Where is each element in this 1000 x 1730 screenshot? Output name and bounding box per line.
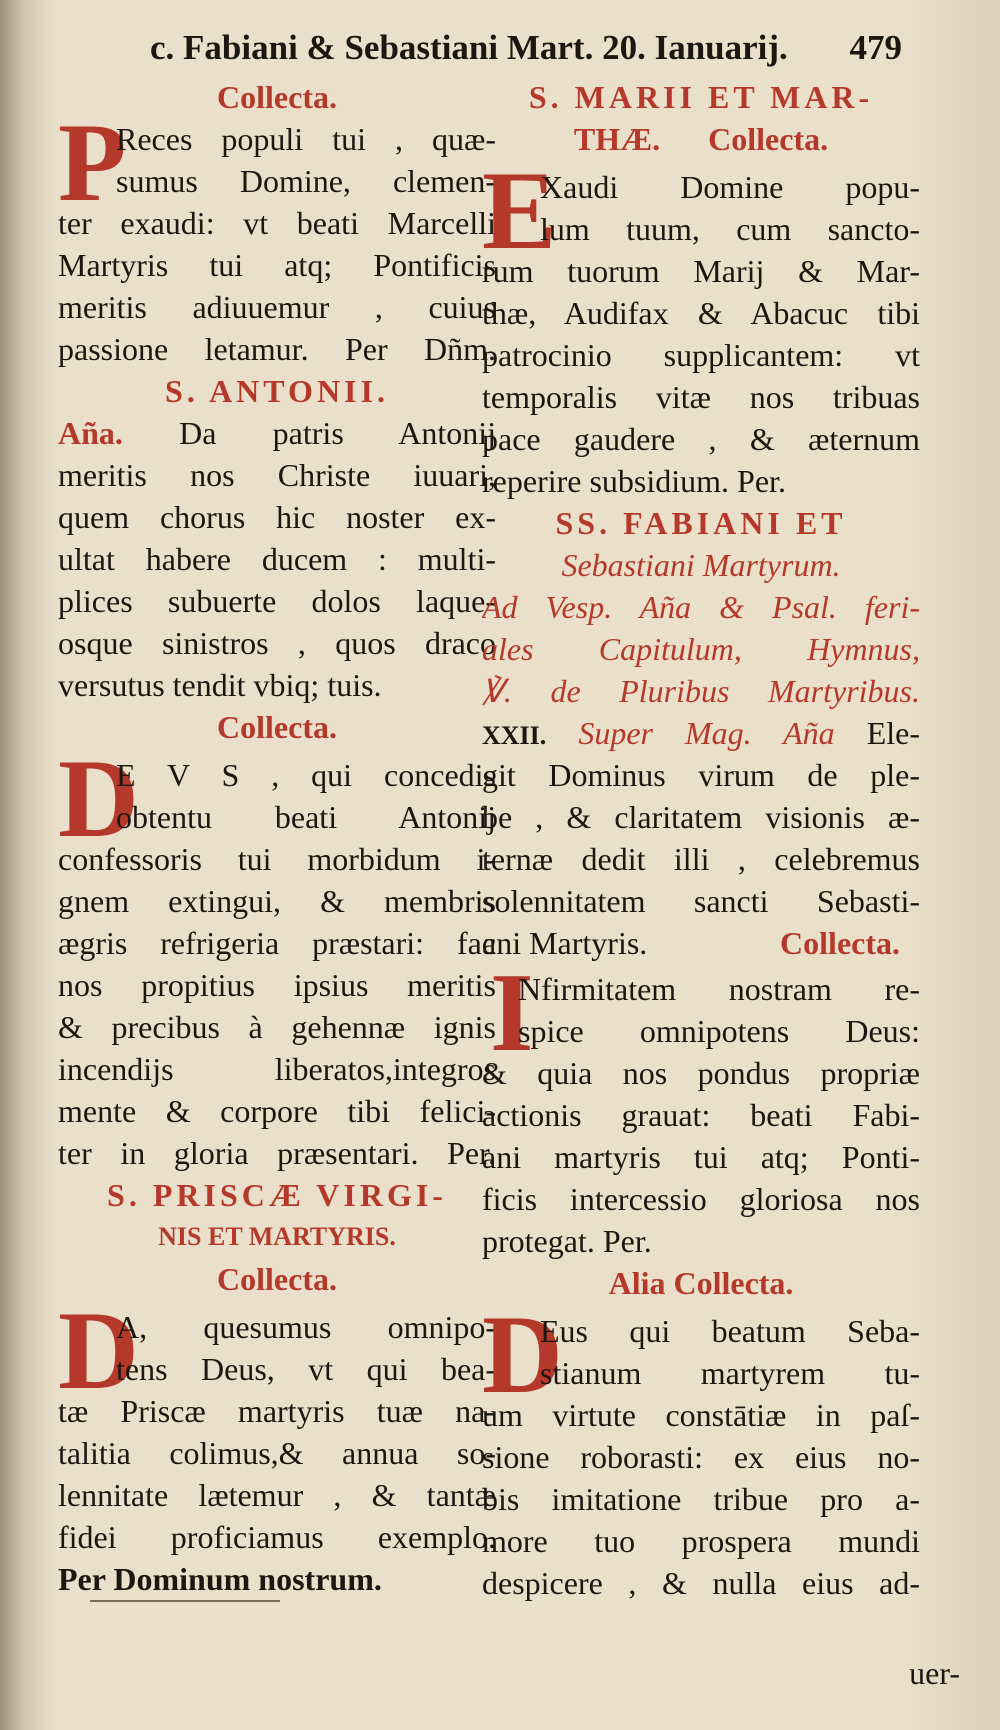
running-header bbox=[150, 28, 950, 82]
text-line: stianum martyrem tu- bbox=[540, 1355, 920, 1391]
text-line: osque sinistros , quos draco bbox=[58, 625, 496, 661]
text-line: versutus tendit vbiq; tuis. bbox=[58, 667, 382, 703]
prayer-antonius bbox=[58, 737, 496, 1174]
text-line: sumus Domine, clemen- bbox=[116, 163, 496, 199]
text-line: pace gaudere , & æternum bbox=[482, 421, 920, 457]
text-line: E V S , qui concedis bbox=[116, 757, 496, 793]
rubric-line: ales Capitulum, Hymnus, bbox=[482, 631, 920, 667]
prayer-marius bbox=[482, 149, 920, 502]
left-column bbox=[58, 76, 496, 1600]
text-line: tens Deus, vt qui bea- bbox=[116, 1351, 496, 1387]
text-line: reperire subsidium. Per. bbox=[482, 463, 786, 499]
antiphon-text: ani Martyris. bbox=[482, 925, 648, 961]
text-line: Eus qui beatum Seba- bbox=[540, 1313, 920, 1349]
saint-title-antonius: S. ANTONII. bbox=[165, 373, 389, 409]
text-line: plices subuerte dolos laque- bbox=[58, 583, 496, 619]
text-line: incendijs liberatos,integros bbox=[58, 1051, 496, 1087]
text-line: ter exaudi: vt beati Marcelli bbox=[58, 205, 496, 241]
text-line: ani martyris tui atq; Ponti- bbox=[482, 1139, 920, 1175]
text-line: Per Dominum nostrum. bbox=[58, 1561, 382, 1597]
saint-title-fabianus: SS. FABIANI ET bbox=[555, 505, 847, 541]
text-line: bis imitatione tribue pro a- bbox=[482, 1481, 920, 1517]
text-line: thæ, Audifax & Abacuc tibi bbox=[482, 295, 920, 331]
text-line: more tuo prospera mundi bbox=[482, 1523, 920, 1559]
text-line: actionis grauat: beati Fabi- bbox=[482, 1097, 920, 1133]
drop-initial: D bbox=[58, 737, 139, 861]
prayer-marcellus bbox=[58, 101, 496, 370]
text-line: lennitate lætemur , & tantæ bbox=[58, 1477, 496, 1513]
text-line: git Dominus virum de ple- bbox=[482, 757, 920, 793]
text-line: A, quesumus omnipo- bbox=[116, 1309, 496, 1345]
drop-initial: P bbox=[58, 101, 127, 225]
text-line: passione letamur. Per Dñm. bbox=[58, 331, 496, 367]
text-line: & quia nos pondus propriæ bbox=[482, 1055, 920, 1091]
text-line: um virtute constātiæ in paſ- bbox=[482, 1397, 920, 1433]
saint-title-prisca: S. PRISCÆ VIRGI- bbox=[107, 1177, 447, 1213]
text-line: Nfirmitatem nostram re- bbox=[518, 971, 920, 1007]
right-column bbox=[482, 76, 920, 1604]
antiphon-label: Super Mag. Aña bbox=[578, 715, 835, 751]
text-line: & precibus à gehennæ ignis bbox=[58, 1009, 496, 1045]
saint-title-part: THÆ. bbox=[573, 121, 661, 157]
text-line: Martyris tui atq; Pontificis bbox=[58, 247, 496, 283]
prayer-fabianus bbox=[482, 951, 920, 1262]
alia-collect-heading: Alia Collecta. bbox=[608, 1265, 794, 1301]
text-line: tæ Priscæ martyris tuæ na- bbox=[58, 1393, 496, 1429]
text-line: obtentu beati Antonij bbox=[116, 799, 496, 835]
drop-initial: I bbox=[490, 951, 534, 1075]
collect-heading: Collecta. bbox=[780, 925, 900, 961]
drop-initial: D bbox=[482, 1293, 563, 1417]
text-line: be , & claritatem visionis æ- bbox=[482, 799, 920, 835]
text-line: ficis intercessio gloriosa nos bbox=[482, 1181, 920, 1217]
prayer-sebastianus bbox=[482, 1293, 920, 1604]
text-line: talitia colimus,& annua so- bbox=[58, 1435, 496, 1471]
text-line: protegat. Per. bbox=[482, 1223, 652, 1259]
text-line: spice omnipotens Deus: bbox=[518, 1013, 920, 1049]
text-line: quem chorus hic noster ex- bbox=[58, 499, 496, 535]
page-gutter bbox=[0, 0, 46, 1730]
text-line: confessoris tui morbidum i- bbox=[58, 841, 496, 877]
antiphon-text: Da patris Antonij bbox=[179, 415, 496, 451]
text-line: patrocinio supplicantem: vt bbox=[482, 337, 920, 373]
text-line: ægris refrigeria præstari: fac bbox=[58, 925, 496, 961]
collect-heading: Collecta. bbox=[708, 121, 829, 157]
page-number: 479 bbox=[849, 28, 902, 67]
bottom-rule bbox=[90, 1600, 280, 1602]
text-line: nos propitius ipsius meritis bbox=[58, 967, 496, 1003]
saint-title-prisca-2: NIS ET MARTYRIS. bbox=[158, 1222, 396, 1251]
rubric-line: Ad Vesp. Aña & Psal. feri- bbox=[482, 589, 920, 625]
collect-heading: Collecta. bbox=[217, 79, 337, 115]
antiphon-text: Ele- bbox=[866, 715, 920, 751]
text-line: sione roborasti: ex eius no- bbox=[482, 1439, 920, 1475]
text-line: despicere , & nulla eius ad- bbox=[482, 1565, 920, 1601]
saint-title-fabianus-2: Sebastiani Martyrum. bbox=[561, 547, 841, 583]
magnificat-line bbox=[482, 712, 920, 754]
text-line: mente & corpore tibi felici- bbox=[58, 1093, 496, 1129]
text-line: ultat habere ducem : multi- bbox=[58, 541, 496, 577]
text-line: rum tuorum Marij & Mar- bbox=[482, 253, 920, 289]
drop-initial: E bbox=[482, 149, 557, 273]
antiphon-label: Aña. bbox=[58, 415, 123, 451]
text-line: gnem extingui, & membris bbox=[58, 883, 496, 919]
antiphon-number: XXII. bbox=[482, 721, 547, 750]
text-line: lum tuum, cum sancto- bbox=[540, 211, 920, 247]
collect-heading: Collecta. bbox=[217, 709, 337, 745]
running-title: c. Fabiani & Sebastiani Mart. 20. Ianuarij. bbox=[150, 28, 788, 67]
collect-heading: Collecta. bbox=[217, 1261, 337, 1297]
text-line: Reces populi tui , quæ- bbox=[116, 121, 496, 157]
antiphon-first-line bbox=[58, 412, 496, 454]
text-line: fidei proficiamus exemplo. bbox=[58, 1519, 496, 1555]
text-line: ternæ dedit illi , celebremus bbox=[482, 841, 920, 877]
text-line: meritis adiuuemur , cuius bbox=[58, 289, 496, 325]
text-line: meritis nos Christe iuuari, bbox=[58, 457, 496, 493]
text-line: solennitatem sancti Sebasti- bbox=[482, 883, 920, 919]
saint-title-marius: S. MARII ET MAR- bbox=[528, 79, 874, 115]
rubric-line: ℣. de Pluribus Martyribus. bbox=[482, 673, 920, 709]
prayer-prisca bbox=[58, 1289, 496, 1600]
text-line: Xaudi Domine popu- bbox=[540, 169, 920, 205]
text-line: ter in gloria præsentari. Per. bbox=[58, 1135, 496, 1171]
text-line-with-heading bbox=[482, 922, 920, 964]
drop-initial: D bbox=[58, 1289, 139, 1413]
catchword: uer- bbox=[909, 1655, 960, 1691]
text-line: temporalis vitæ nos tribuas bbox=[482, 379, 920, 415]
